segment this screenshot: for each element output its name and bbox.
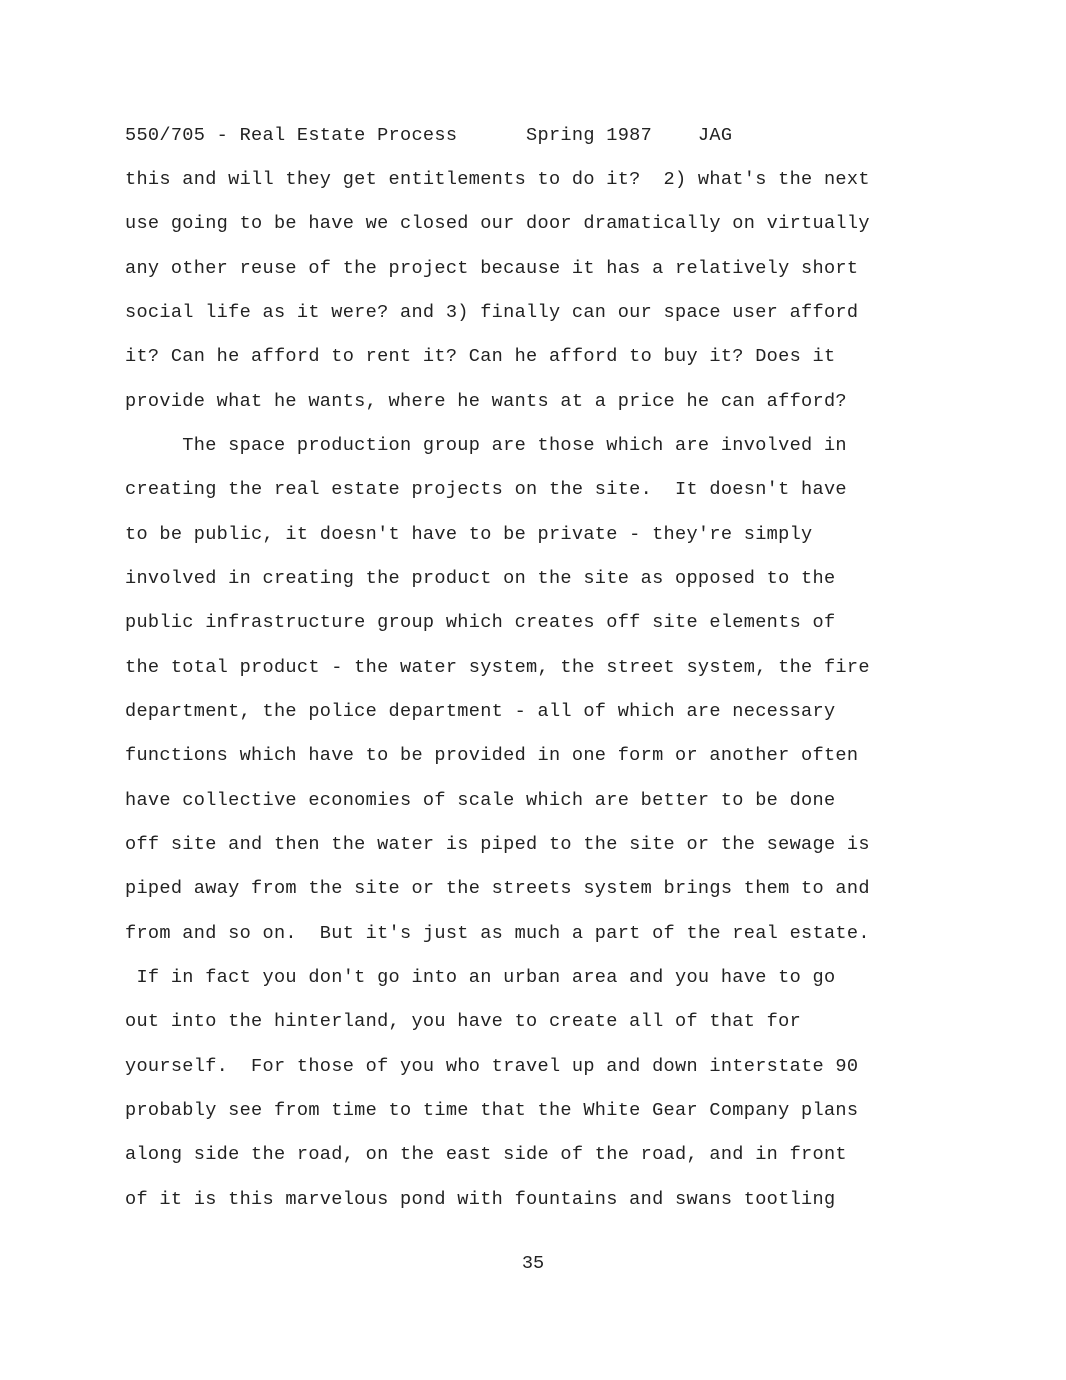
text-line: department, the police department - all of which are necessary [125,701,836,722]
text-line: social life as it were? and 3) finally can our space user afford [125,302,859,323]
text-line: probably see from time to time that the White Gear Company plans [125,1100,859,1121]
text-line: to be public, it doesn't have to be private - they're simply [125,524,813,545]
text-line: yourself. For those of you who travel up and down interstate 90 [125,1056,859,1077]
text-line: functions which have to be provided in one form or another often [125,745,859,766]
text-line: involved in creating the product on the site as opposed to the [125,568,836,589]
text-line: provide what he wants, where he wants at a price he can afford? [125,391,847,412]
text-line: use going to be have we closed our door dramatically on virtually [125,213,870,234]
text-line: this and will they get entitlements to do it? 2) what's the next [125,169,870,190]
text-line: along side the road, on the east side of the road, and in front [125,1144,847,1165]
text-line: off site and then the water is piped to the site or the sewage is [125,834,870,855]
text-line: If in fact you don't go into an urban area and you have to go [125,967,836,988]
text-line: public infrastructure group which creates off site elements of [125,612,836,633]
text-line: it? Can he afford to rent it? Can he afford to buy it? Does it [125,346,836,367]
text-line: of it is this marvelous pond with fountains and swans tootling [125,1189,836,1210]
text-line: the total product - the water system, the street system, the fire [125,657,870,678]
text-line: piped away from the site or the streets system brings them to and [125,878,870,899]
text-line: have collective economies of scale which are better to be done [125,790,836,811]
text-line: The space production group are those which are involved in [125,435,847,456]
page-number: 35 [521,1253,545,1274]
running-header: 550/705 - Real Estate Process Spring 1987 JAG [125,125,733,146]
text-line: out into the hinterland, you have to create all of that for [125,1011,802,1032]
text-line: any other reuse of the project because it has a relatively short [125,258,859,279]
text-line: creating the real estate projects on the site. It doesn't have [125,479,847,500]
text-line: from and so on. But it's just as much a part of the real estate. [125,923,870,944]
